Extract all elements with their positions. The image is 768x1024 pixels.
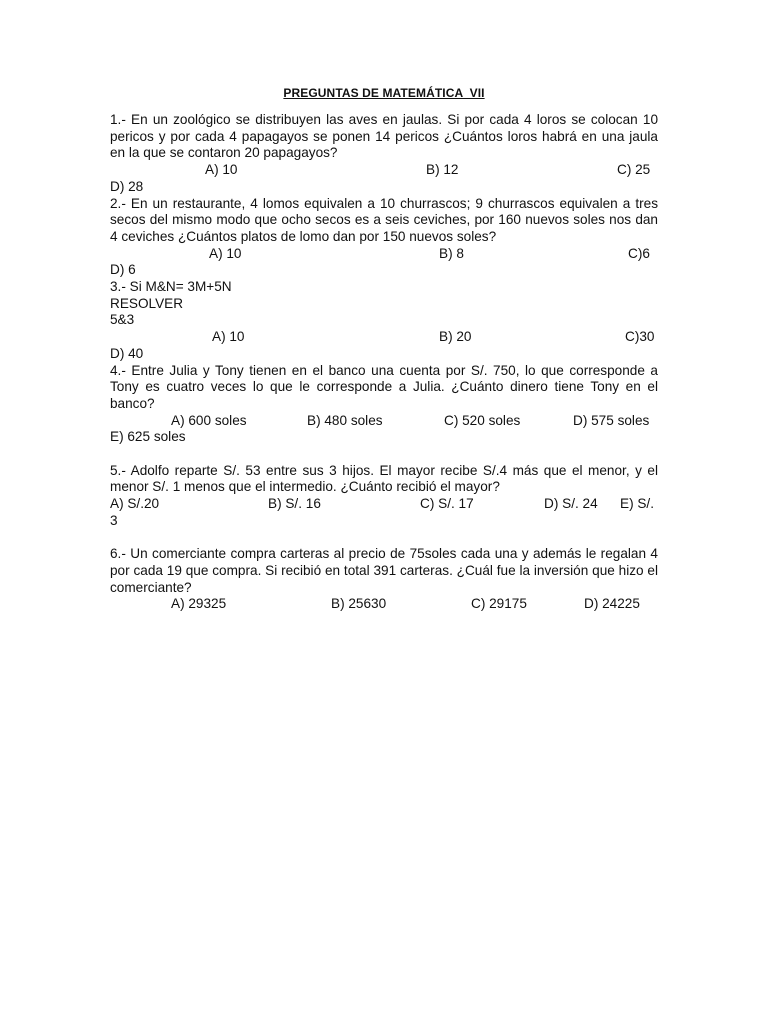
question-list	[110, 112, 658, 613]
question-6-options	[110, 596, 658, 613]
question-5	[110, 463, 658, 530]
option-d: D) 24225	[584, 596, 640, 612]
option-e: E) S/.	[620, 496, 654, 512]
option-c: C)6	[628, 245, 650, 261]
option-d: D) 40	[110, 345, 144, 361]
option-c: C) 520 soles	[444, 412, 521, 428]
question-6-text: 6.- Un comerciante compra carteras al precio de 75soles cada una y además le regalan 4 por cada 19 que compra. Si recibió en total 391 carteras. ¿Cuál fue la inversión que hizo el comerciante?	[110, 546, 658, 595]
option-a: A) 10	[205, 162, 238, 178]
question-3-line-3: 5&3	[110, 312, 135, 328]
option-d: D) 575 soles	[573, 412, 650, 428]
question-2-text: 2.- En un restaurante, 4 lomos equivalen a 10 churrascos; 9 churrascos equivalen a tres secos del mismo modo que ocho secos es a seis ceviches, por 160 nuevos soles nos dan 4 ceviches ¿Cuántos platos de lomo dan por 150 nuevos soles?	[110, 195, 658, 244]
question-4-options	[110, 413, 658, 430]
spacer	[110, 446, 658, 463]
option-a: A) 10	[212, 329, 245, 345]
question-3-line-2: RESOLVER	[110, 295, 184, 311]
spacer	[110, 529, 658, 546]
question-2-options	[110, 246, 658, 263]
option-d: D) 28	[110, 178, 144, 194]
question-5-options	[110, 496, 658, 513]
option-b: B) 20	[439, 329, 472, 345]
option-b: B) S/. 16	[268, 496, 321, 512]
option-e-continued: 3	[110, 512, 118, 528]
option-d: D) S/. 24	[544, 496, 598, 512]
question-3	[110, 279, 658, 363]
question-6	[110, 546, 658, 613]
question-1-text: 1.- En un zoológico se distribuyen las aves en jaulas. Si por cada 4 loros se colocan 10 pericos y por cada 4 papagayos se ponen 14 pericos ¿Cuántos loros habrá en una jaula en la que se contaron 20 papagayos?	[110, 112, 658, 161]
option-d: D) 6	[110, 262, 136, 278]
option-a: A) 29325	[171, 596, 227, 612]
question-5-text: 5.- Adolfo reparte S/. 53 entre sus 3 hijos. El mayor recibe S/.4 más que el menor, y el menor S/. 1 menos que el intermedio. ¿Cuánto recibió el mayor?	[110, 462, 658, 495]
question-1	[110, 112, 658, 196]
question-1-options	[110, 162, 658, 179]
question-3-line-1: 3.- Si M&N= 3M+5N	[110, 279, 232, 294]
option-a: A) S/.20	[110, 496, 160, 512]
option-c: C) 25	[617, 162, 651, 178]
question-3-options	[110, 329, 658, 346]
option-a: A) 600 soles	[171, 412, 247, 428]
question-2	[110, 196, 658, 280]
option-c: C)30	[625, 329, 655, 345]
option-b: B) 12	[426, 162, 459, 178]
option-b: B) 480 soles	[307, 412, 383, 428]
option-c: C) S/. 17	[420, 496, 474, 512]
option-e: E) 625 soles	[110, 429, 186, 445]
option-c: C) 29175	[471, 596, 527, 612]
page-title: PREGUNTAS DE MATEMÁTICA VII	[283, 86, 485, 100]
question-4	[110, 363, 658, 447]
option-b: B) 8	[439, 245, 464, 261]
option-b: B) 25630	[331, 596, 387, 612]
option-a: A) 10	[209, 245, 242, 261]
question-4-text: 4.- Entre Julia y Tony tienen en el banco una cuenta por S/. 750, lo que corresponde a Tony es cuatro veces lo que le corresponde a Julia. ¿Cuánto dinero tiene Tony en el banco?	[110, 362, 658, 411]
